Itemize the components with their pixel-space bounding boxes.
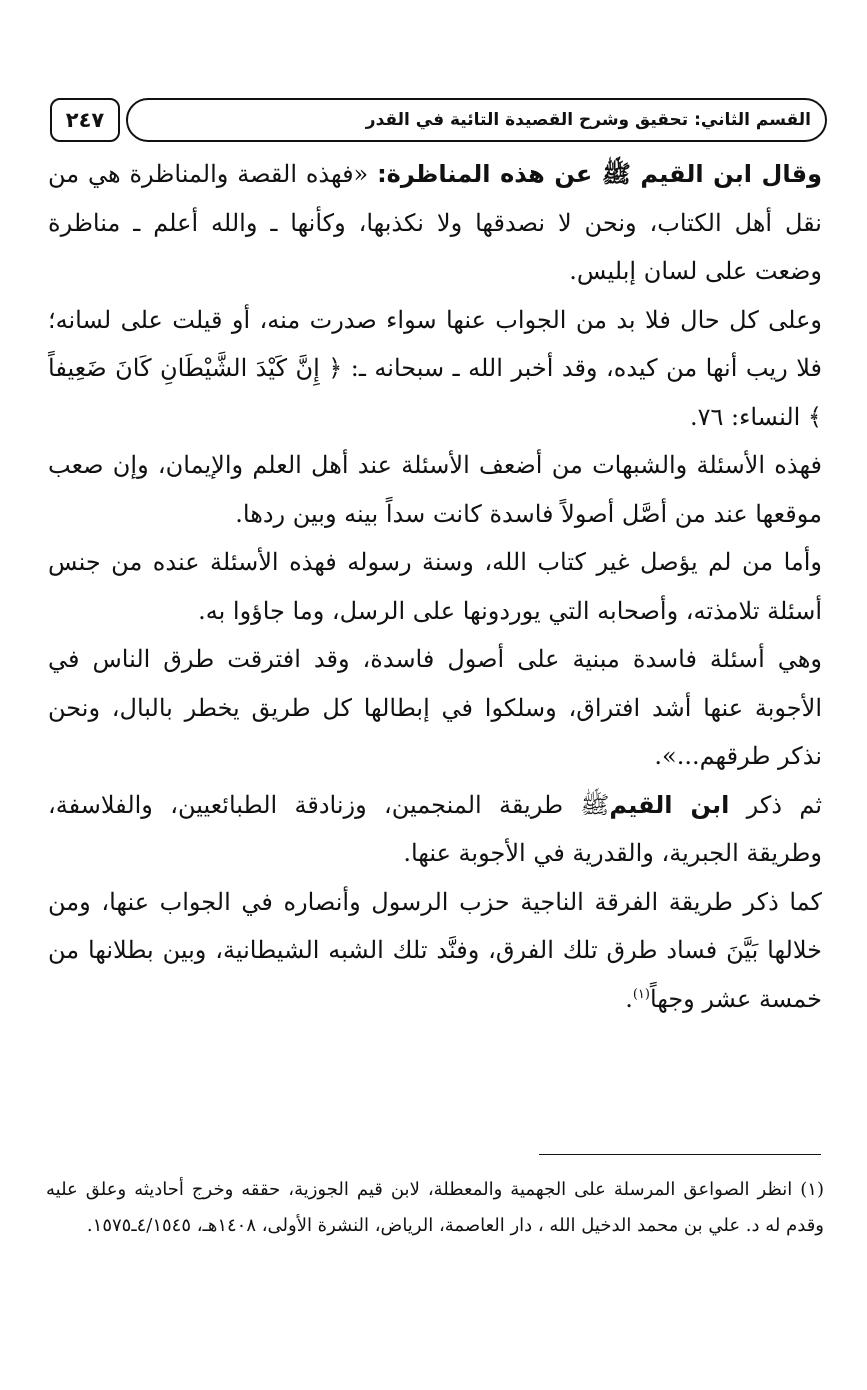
paragraph-3: فهذه الأسئلة والشبهات من أضعف الأسئلة عند أهل العلم والإيمان، وإن صعب موقعها عند من أصَّل أصولاً فاسدة كانت سداً بينه وبين ردها. xyxy=(48,451,822,528)
running-title: القسم الثاني: تحقيق وشرح القصيدة التائية في القدر xyxy=(126,98,827,142)
footnote-divider xyxy=(539,1154,821,1155)
page-number: ٢٤٧ xyxy=(50,98,120,142)
paragraph-7-end: . xyxy=(625,984,633,1013)
paragraph-7 xyxy=(48,878,822,1024)
paragraph-6 xyxy=(48,781,822,878)
main-text xyxy=(48,150,822,1023)
paragraph-1-lead: وقال ابن القيم ﷺ عن هذه المناظرة: xyxy=(377,160,822,188)
footnote-marker[interactable]: (١) xyxy=(632,986,650,1002)
paragraph-6-lead: ابن القيم xyxy=(609,790,730,819)
paragraph-1 xyxy=(48,150,822,296)
paragraph-5: وهي أسئلة فاسدة مبنية على أصول فاسدة، وقد افترقت طرق الناس في الأجوبة عنها أشد افتراق، وسلكوا في إبطالها كل طريق يخطر بالبال، ونحن نذكر طرقهم...». xyxy=(48,645,822,770)
paragraph-7-text: كما ذكر طريقة الفرقة الناجية حزب الرسول وأنصاره في الجواب عنها، ومن خلالها بَيَّنَ فساد طرق تلك الفرق، وفنَّد تلك الشبه الشيطانية، وبين بطلانها من خمسة عشر وجهاً xyxy=(48,887,822,1013)
page-header xyxy=(50,98,827,142)
paragraph-6-text: ﷺ طريقة المنجمين، وزنادقة الطبائعيين، والفلاسفة، وطريقة الجبرية، والقدرية في الأجوبة عنها. xyxy=(48,790,822,867)
footnote-1: (١) انظر الصواعق المرسلة على الجهمية والمعطلة، لابن قيم الجوزية، حققه وخرج أحاديثه وعلق عليه وقدم له د. علي بن محمد الدخيل الله ، دار العاصمة، الرياض، النشرة الأولى، ١٤٠٨هـ، ٤/١٥٤٥ـ١٥٧٥. xyxy=(46,1179,824,1236)
footnotes xyxy=(46,1172,824,1244)
paragraph-1-text: «فهذه القصة والمناظرة هي من نقل أهل الكتاب، ونحن لا نصدقها ولا نكذبها، وكأنها ـ والله أعلم ـ مناظرة وضعت على لسان إبليس. xyxy=(48,160,822,285)
paragraph-4: وأما من لم يؤصل غير كتاب الله، وسنة رسوله فهذه الأسئلة عنده من جنس أسئلة تلامذته، وأصحابه التي يوردونها على الرسل، وما جاؤوا به. xyxy=(48,548,822,625)
paragraph-2: وعلى كل حال فلا بد من الجواب عنها سواء صدرت منه، أو قيلت على لسانه؛ فلا ريب أنها من كيده، وقد أخبر الله ـ سبحانه ـ: ﴿ إِنَّ كَيْدَ الشَّيْطَانِ كَانَ ضَعِيفاً ﴾ النساء: ٧٦. xyxy=(48,305,822,431)
paragraph-6-start: ثم ذكر xyxy=(729,790,822,819)
